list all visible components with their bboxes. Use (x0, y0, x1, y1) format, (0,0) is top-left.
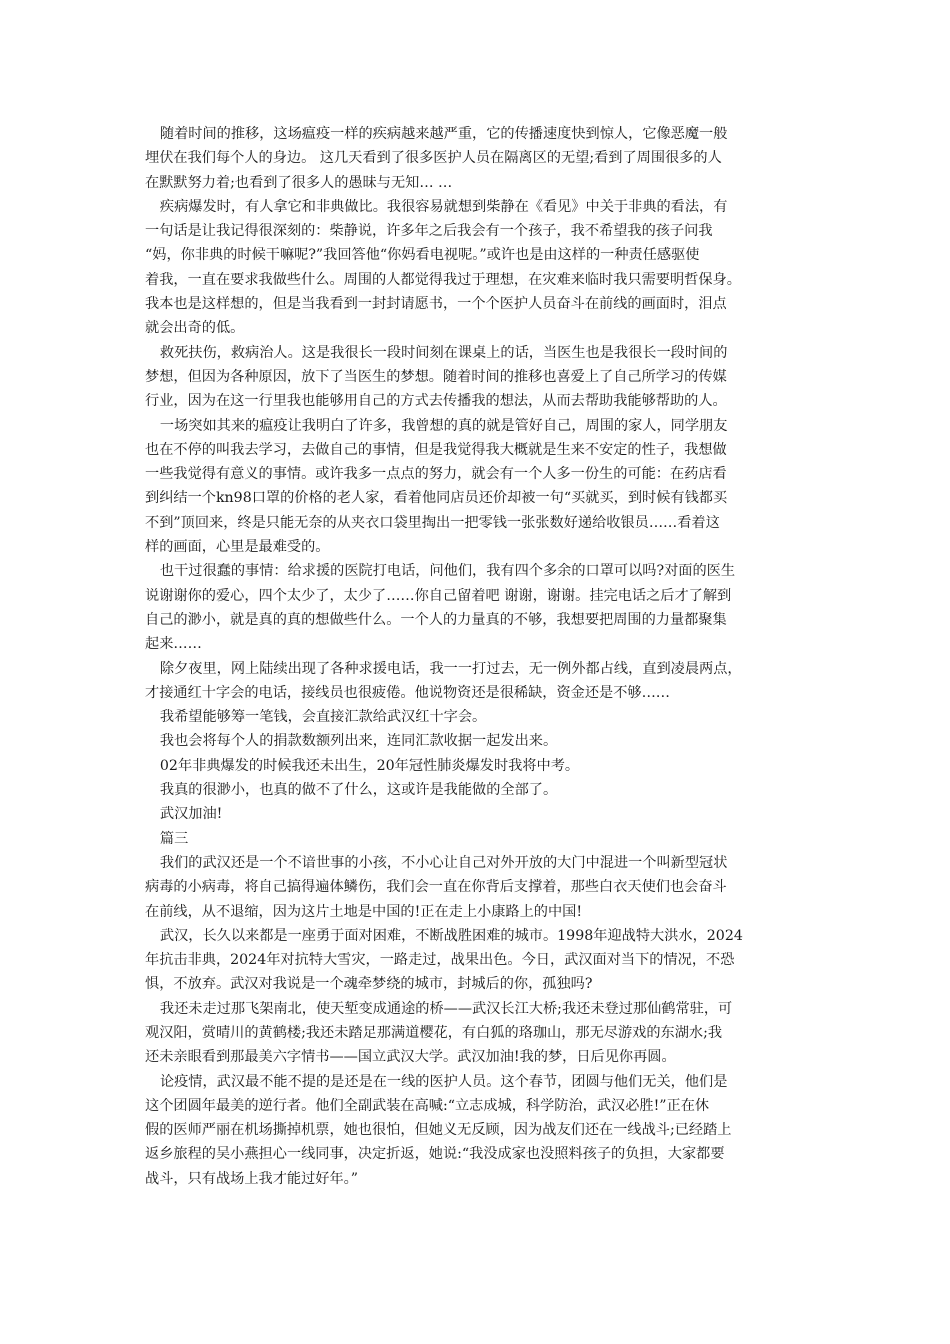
paragraph: 论疫情，武汉最不能不提的是还是在一线的医护人员。这个春节，团圆与他们无关，他们是 这个团圆年最美的逆行者。他们全副武装在高喊:“立志成城，科学防治，武汉必胜!”正在休 假的医师严丽在机场撕掉机票，她也很怕，但她义无反顾，因为战友们还在一线战斗;已经踏上 返乡旅程的吴小燕担心一线同事，决定折返，她说:“我没成家也没照料孩子的负担，大家都要 战斗，只有战场上我才能过好年。” (145, 1073, 732, 1187)
paragraph: 武汉，长久以来都是一座勇于面对困难，不断战胜困难的城市。1998年迎战特大洪水，2024 年抗击非典，2024年对抗特大雪灾，一路走过，战果出色。今日，武汉面对当下的情况，不恐 惧，不放弃。武汉对我说是一个魂牵梦绕的城市，封城后的你，孤独吗? (145, 927, 743, 993)
paragraph: 疾病爆发时，有人拿它和非典做比。我很容易就想到柴静在《看见》中关于非典的看法，有 一句话是让我记得很深刻的：柴静说，许多年之后我会有一个孩子，我不希望我的孩子问我 “妈，你非典的时候干嘛呢?”我回答他“你妈看电视呢。”或许也是由这样的一种责任感驱使 着我，一直在要求我做些什么。周围的人都觉得我过于理想，在灾难来临时我只需要明哲保身。 我本也是这样想的，但是当我看到一封封请愿书，一个个医护人员奋斗在前线的画面时，泪点 就会出奇的低。 (145, 198, 741, 337)
document-body (145, 122, 810, 1191)
paragraph: 我们的武汉还是一个不谙世事的小孩，不小心让自己对外开放的大门中混进一个叫新型冠状 病毒的小病毒，将自己搞得遍体鳞伤，我们会一直在你背后支撑着，那些白衣天使们也会奋斗 在前线，从不退缩，因为这片土地是中国的!正在走上小康路上的中国! (145, 854, 728, 920)
paragraph: 救死扶伤，救病治人。这是我很长一段时间刻在课桌上的话，当医生也是我很长一段时间的 梦想，但因为各种原因，放下了当医生的梦想。随着时间的推移也喜爱上了自己所学习的传媒 行业，因为在这一行里我也能够用自己的方式去传播我的想法，从而去帮助我能够帮助的人。 (145, 344, 728, 410)
paragraph: 随着时间的推移，这场瘟疫一样的疾病越来越严重，它的传播速度快到惊人，它像恶魔一般 埋伏在我们每个人的身边。 这几天看到了很多医护人员在隔离区的无望;看到了周围很多的人 在默默努力着;也看到了很多人的愚昧与无知… … (145, 126, 728, 191)
paragraph: 我希望能够筹一笔钱，会直接汇款给武汉红十字会。 (159, 709, 487, 726)
paragraph: 02年非典爆发的时候我还未出生，20年冠性肺炎爆发时我将中考。 (159, 757, 580, 774)
paragraph: 除夕夜里，网上陆续出现了各种求援电话，我一一打过去，无一例外都占线，直到凌晨两点， 才接通红十字会的电话，接线员也很疲倦。他说物资还是很稀缺，资金还是不够…… (145, 660, 742, 701)
section-heading: 篇三 (159, 830, 189, 847)
paragraph: 一场突如其来的瘟疫让我明白了许多，我曾想的真的就是管好自己，周围的家人，同学朋友 也在不停的叫我去学习，去做自己的事情，但是我觉得我大概就是生来不安定的性子，我想做 一些我觉得有意义的事情。或许我多一点点的努力，就会有一个人多一份生的可能：在药店看 到纠结一个kn98口罩的价格的老人家，看着他同店员还价却被一句“买就买，到时候有钱都买 不到”顶回来，终是只能无奈的从夹衣口袋里掏出一把零钱一张张数好递给收银员……看着这 样的画面，心里是最难受的。 (145, 417, 728, 556)
paragraph: 武汉加油! (159, 806, 223, 823)
paragraph: 我也会将每个人的捐款数额列出来，连同汇款收据一起发出来。 (159, 733, 558, 750)
paragraph: 我还未走过那飞架南北，使天堑变成通途的桥——武汉长江大桥;我还未登过那仙鹤常驻，可 观汉阳，赏晴川的黄鹤楼;我还未踏足那满道樱花，有白狐的珞珈山，那无尽游戏的东湖水;我 还未亲眼看到那最美六字情书——国立武汉大学。武汉加油!我的梦，日后见你再圆。 (145, 1000, 733, 1066)
paragraph: 也干过很蠢的事情：给求援的医院打电话，问他们，我有四个多余的口罩可以吗?对面的医生 说谢谢你的爱心，四个太少了，太少了……你自己留着吧 谢谢，谢谢。挂完电话之后才了解到 自己的渺小，就是真的真的想做些什么。一个人的力量真的不够，我想要把周围的力量都聚集 起来…… (145, 563, 736, 653)
paragraph: 我真的很渺小，也真的做不了什么，这或许是我能做的全部了。 (159, 782, 558, 799)
